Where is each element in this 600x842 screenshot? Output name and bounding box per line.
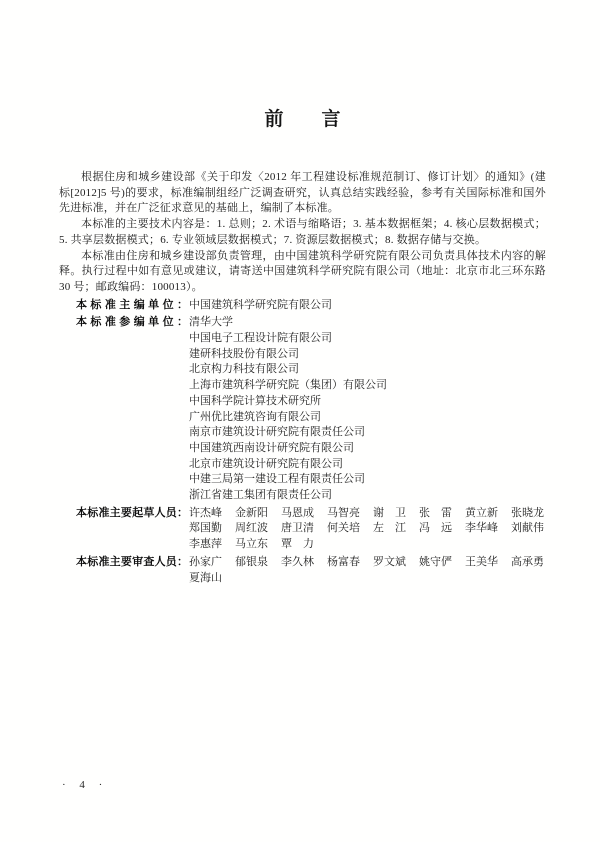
names-row xyxy=(189,537,546,553)
names-row xyxy=(189,506,546,522)
drafter-name: 左 江 xyxy=(373,522,406,535)
participating-unit: 上海市建筑科学研究院（集团）有限公司 xyxy=(189,379,387,392)
reviewer-name: 罗文斌 xyxy=(373,555,406,568)
reviewer-name: 李久林 xyxy=(281,555,314,568)
drafter-name: 冯 远 xyxy=(419,522,452,535)
participating-units-label: 本标准参编单位： xyxy=(76,316,188,329)
drafter-name: 黄立新 xyxy=(465,506,498,519)
reviewer-name: 姚守俨 xyxy=(419,555,452,568)
drafters-row xyxy=(76,506,546,553)
reviewer-name: 王美华 xyxy=(465,555,498,568)
reviewer-name: 孙家广 xyxy=(189,555,222,568)
participating-units-list xyxy=(188,315,546,503)
drafter-name: 周红波 xyxy=(235,522,268,535)
drafter-name: 何关培 xyxy=(327,522,360,535)
chief-editor-row xyxy=(76,298,546,314)
reviewer-name: 夏海山 xyxy=(189,571,222,584)
participating-unit: 中国电子工程设计院有限公司 xyxy=(189,332,332,345)
page-number: · 4 · xyxy=(62,779,106,791)
drafter-name: 覃 力 xyxy=(281,538,314,551)
paragraph: 本标准由住房和城乡建设部负责管理，由中国建筑科学研究院有限公司负责具体技术内容的解释。执行过程中如有意见或建议，请寄送中国建筑科学研究院有限公司（地址：北京市北三环东路 30 号；邮政编码：100013）。 xyxy=(59,249,546,293)
intro-paragraphs xyxy=(59,170,546,296)
participating-unit: 北京市建筑设计研究院有限公司 xyxy=(189,457,343,470)
paragraph: 本标准的主要技术内容是：1. 总则；2. 术语与缩略语；3. 基本数据框架；4. 核心层数据模式；5. 共享层数据模式；6. 专业领域层数据模式；7. 资源层数据模式；8. 数据存储与交换。 xyxy=(59,218,546,246)
reviewer-name: 郁银泉 xyxy=(235,555,268,568)
drafter-name: 马恩成 xyxy=(281,506,314,519)
names-row xyxy=(189,521,546,537)
drafter-name: 谢 卫 xyxy=(373,506,406,519)
participating-unit: 中国科学院计算技术研究所 xyxy=(189,394,321,407)
drafter-name: 马立东 xyxy=(235,538,268,551)
reviewers-row xyxy=(76,555,546,586)
drafter-name: 郑国勤 xyxy=(189,522,222,535)
drafter-name: 唐卫清 xyxy=(281,522,314,535)
foreword-body xyxy=(59,170,546,586)
participating-units-row xyxy=(76,315,546,503)
drafter-name: 张晓龙 xyxy=(511,506,544,519)
reviewers-label: 本标准主要审查人员： xyxy=(76,555,188,568)
drafter-name: 李华峰 xyxy=(465,522,498,535)
drafters-label: 本标准主要起草人员： xyxy=(76,506,188,519)
page-title: 前 言 xyxy=(264,109,341,130)
names-row xyxy=(189,571,546,587)
drafter-name: 张 雷 xyxy=(419,506,452,519)
reviewer-name: 杨富春 xyxy=(327,555,360,568)
drafter-name: 金新阳 xyxy=(235,506,268,519)
participating-unit: 建研科技股份有限公司 xyxy=(189,347,299,360)
participating-unit: 浙江省建工集团有限责任公司 xyxy=(189,489,332,502)
participating-unit: 南京市建筑设计研究院有限责任公司 xyxy=(189,426,365,439)
reviewers-name-list xyxy=(188,555,546,586)
drafter-name: 李惠萍 xyxy=(189,538,222,551)
drafter-name: 许杰峰 xyxy=(189,506,222,519)
paragraph: 根据住房和城乡建设部《关于印发〈2012 年工程建设标准规范制订、修订计划〉的通知》(建标[2012]5 号)的要求，标准编制组经广泛调查研究，认真总结实践经验，参考有关国际标准和国外先进标准，并在广泛征求意见的基础上，编制了本标准。 xyxy=(59,171,546,215)
participating-unit: 中国建筑西南设计研究院有限公司 xyxy=(189,441,354,454)
names-row xyxy=(189,555,546,571)
chief-editor-label: 本标准主编单位： xyxy=(76,298,188,311)
participating-unit: 广州优比建筑咨询有限公司 xyxy=(189,410,321,423)
participating-unit: 中建三局第一建设工程有限责任公司 xyxy=(189,473,365,486)
reviewer-name: 高承勇 xyxy=(511,555,544,568)
participating-unit: 清华大学 xyxy=(189,316,233,329)
drafters-name-list xyxy=(188,506,546,553)
participating-unit: 北京构力科技有限公司 xyxy=(189,363,299,376)
chief-editor-value: 中国建筑科学研究院有限公司 xyxy=(189,298,332,311)
drafter-name: 马智亮 xyxy=(327,506,360,519)
drafter-name: 刘献伟 xyxy=(511,522,544,535)
